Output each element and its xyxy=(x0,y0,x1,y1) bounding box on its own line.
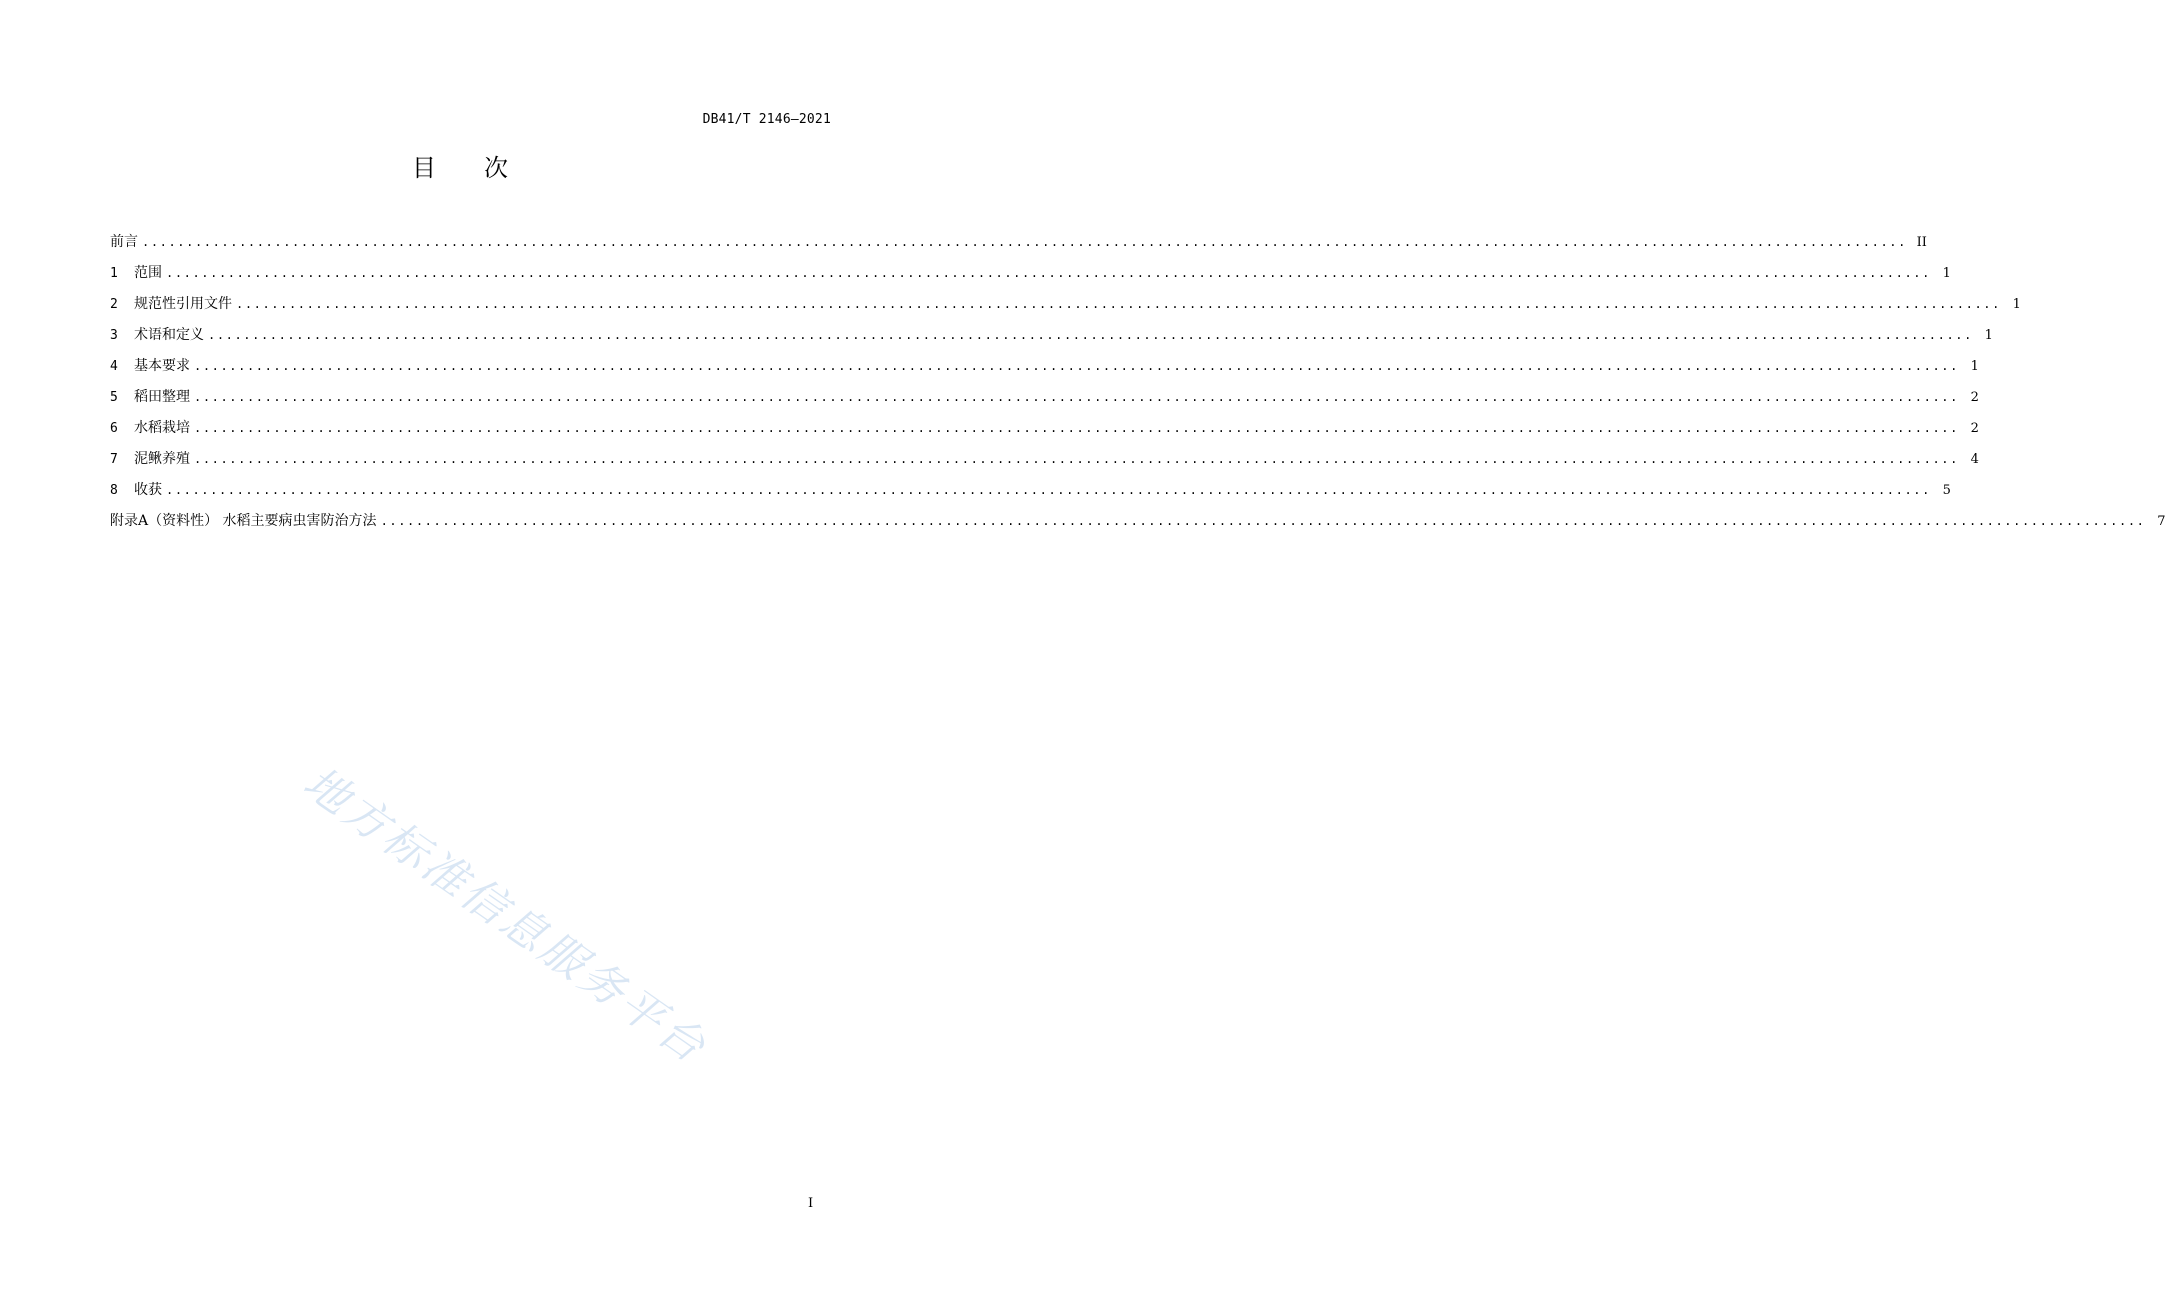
toc-entry-number: 3 xyxy=(110,328,118,343)
toc-entry-foreword[interactable] xyxy=(110,232,1927,263)
toc-leader-dots: ........................................................................................................................................................................................................ xyxy=(166,483,1931,497)
toc-leader-dots: ........................................................................................................................................................................................................ xyxy=(236,297,2001,311)
toc-entry-page: 1 xyxy=(1970,359,1979,374)
toc-entry-page: 1 xyxy=(1942,266,1951,281)
toc-entry-appendix-a[interactable] xyxy=(110,511,2165,542)
page-title xyxy=(0,148,920,183)
toc-entry-page: 7 xyxy=(2157,514,2165,529)
toc-entry-page: 4 xyxy=(1970,452,1979,467)
toc-leader-dots: ........................................................................................................................................................................................................ xyxy=(380,514,2146,528)
toc-entry-number: 4 xyxy=(110,359,118,374)
toc-entry-text: 前言 xyxy=(110,234,138,250)
toc-entry-number: 5 xyxy=(110,390,118,405)
toc-leader-dots: ........................................................................................................................................................................................................ xyxy=(194,421,1959,435)
toc-entry-text: 泥鳅养殖 xyxy=(134,451,190,467)
toc-leader-dots: ........................................................................................................................................................................................................ xyxy=(142,235,1907,249)
toc-entry-text: 水稻栽培 xyxy=(134,420,190,436)
title-part-1: 目 xyxy=(412,154,436,182)
toc-leader-dots: ........................................................................................................................................................................................................ xyxy=(166,266,1931,280)
toc-entry-6[interactable] xyxy=(110,418,1979,449)
toc-entry-page: II xyxy=(1916,235,1927,250)
toc-entry-number: 8 xyxy=(110,483,118,498)
watermark: 地方标准信息服务平台 xyxy=(294,757,717,1075)
toc-entry-text: 附录A（资料性） 水稻主要病虫害防治方法 xyxy=(110,513,377,529)
toc-entry-text: 基本要求 xyxy=(134,358,190,374)
page-number: I xyxy=(808,1196,814,1211)
toc-leader-dots: ........................................................................................................................................................................................................ xyxy=(194,390,1959,404)
toc-entry-number: 2 xyxy=(110,297,118,312)
toc-entry-7[interactable] xyxy=(110,449,1979,480)
toc-entry-4[interactable] xyxy=(110,356,1979,387)
toc-entry-page: 1 xyxy=(2012,297,2021,312)
toc-entry-text: 范围 xyxy=(134,265,162,281)
toc-leader-dots: ........................................................................................................................................................................................................ xyxy=(208,328,1973,342)
toc-entry-number: 1 xyxy=(110,266,118,281)
toc-entry-text: 收获 xyxy=(134,482,162,498)
toc-entry-5[interactable] xyxy=(110,387,1979,418)
toc-entry-page: 1 xyxy=(1984,328,1993,343)
toc-entry-8[interactable] xyxy=(110,480,1951,511)
title-part-2: 次 xyxy=(484,154,508,182)
toc-entry-text: 规范性引用文件 xyxy=(134,296,232,312)
toc-entry-number: 7 xyxy=(110,452,118,467)
toc-entry-number: 6 xyxy=(110,421,118,436)
doc-code: DB41/T 2146—2021 xyxy=(702,112,831,127)
toc-leader-dots: ........................................................................................................................................................................................................ xyxy=(194,452,1959,466)
toc-entry-3[interactable] xyxy=(110,325,1993,356)
toc-entry-page: 2 xyxy=(1970,421,1979,436)
toc-leader-dots: ........................................................................................................................................................................................................ xyxy=(194,359,1959,373)
table-of-contents xyxy=(110,232,2165,542)
toc-entry-text: 稻田整理 xyxy=(134,389,190,405)
toc-entry-1[interactable] xyxy=(110,263,1951,294)
toc-entry-2[interactable] xyxy=(110,294,2021,325)
toc-entry-text: 术语和定义 xyxy=(134,327,204,343)
toc-entry-page: 5 xyxy=(1942,483,1951,498)
toc-entry-page: 2 xyxy=(1970,390,1979,405)
